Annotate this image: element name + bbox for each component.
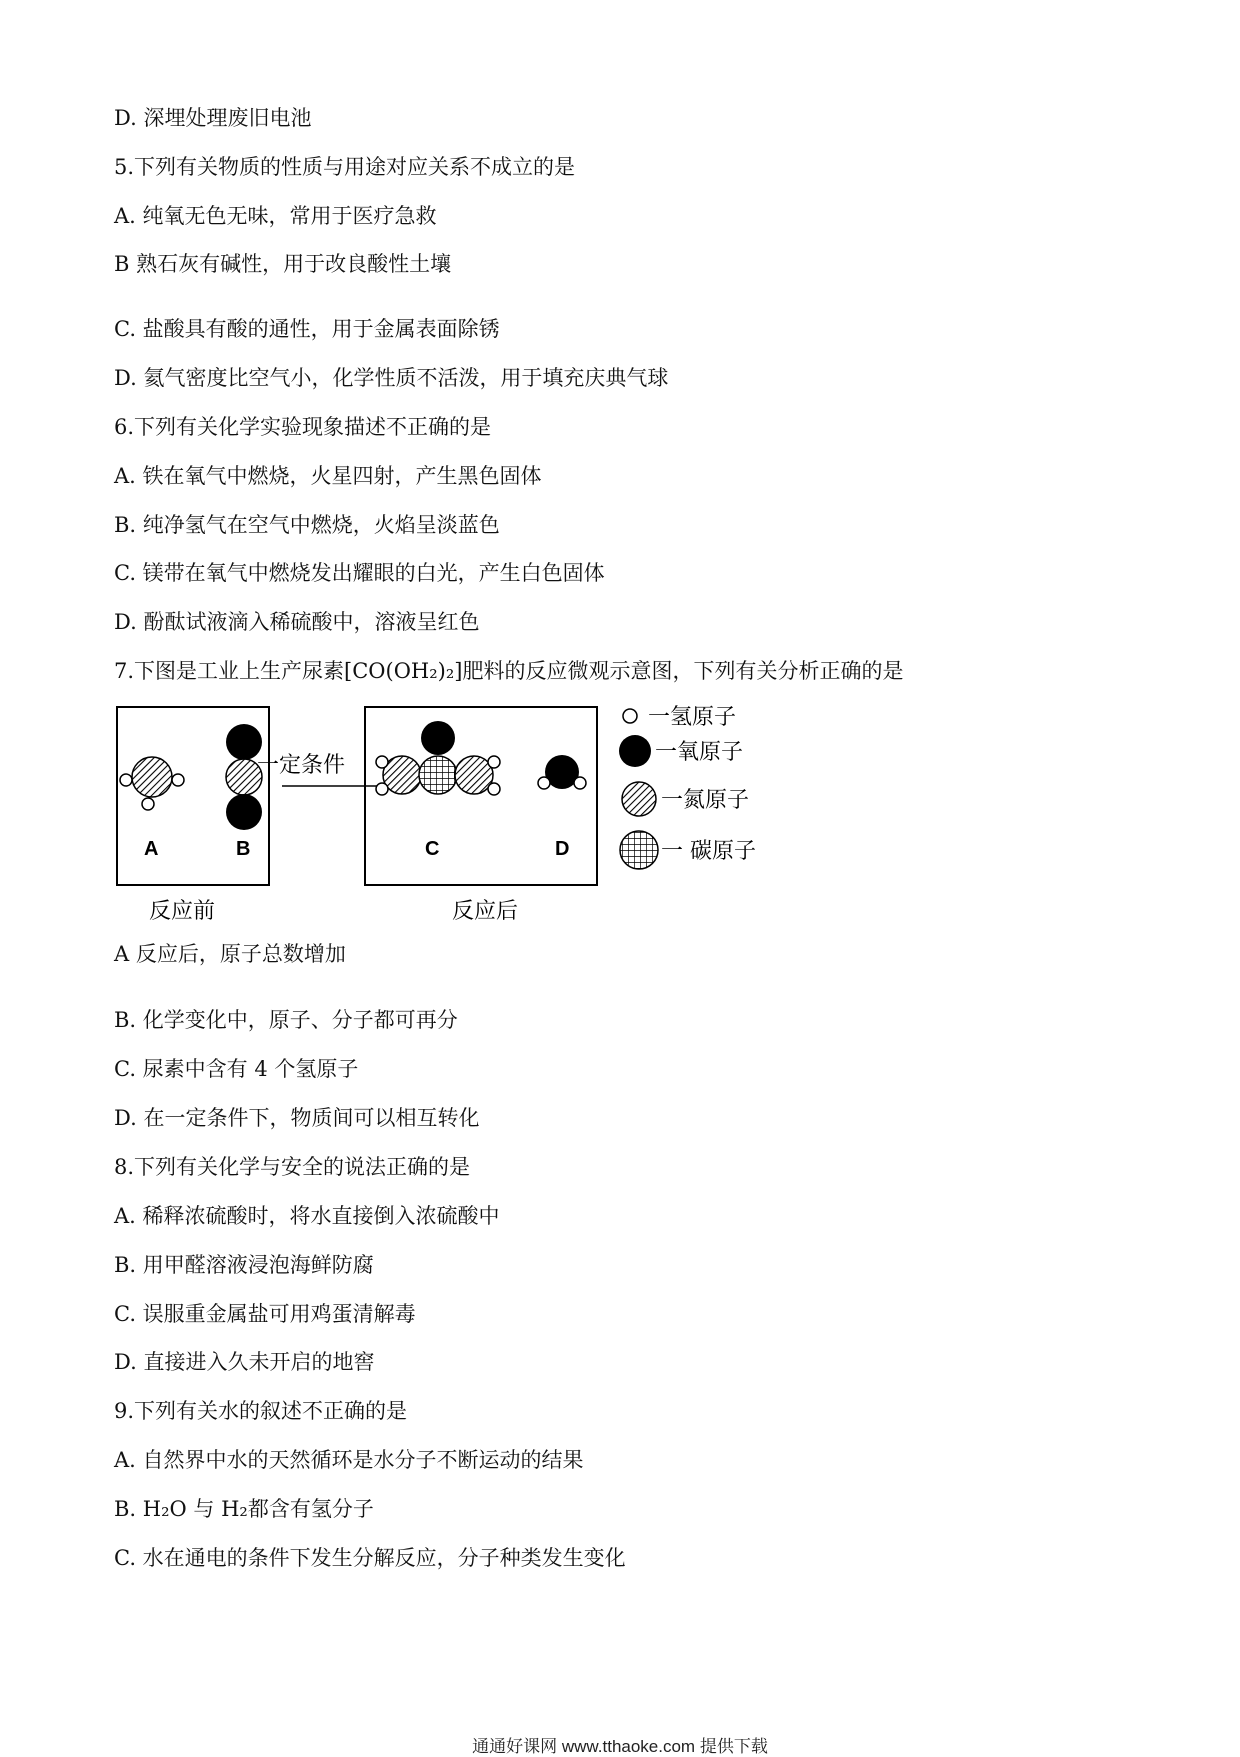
label-a: A (144, 838, 159, 860)
legend-carbon: 一 碳原子 (661, 839, 756, 864)
carbon-atom-icon (620, 831, 658, 869)
option-a-q9: A. 自然界中水的天然循环是水分子不断运动的结果 (114, 1448, 584, 1472)
question-9: 9.下列有关水的叙述不正确的是 (114, 1399, 408, 1423)
nitrogen-atom-icon (622, 782, 656, 816)
legend-nitrogen: 一氮原子 (661, 788, 750, 813)
option-d-q6: D. 酚酞试液滴入稀硫酸中，溶液呈红色 (114, 610, 480, 634)
option-b-q7: B. 化学变化中，原子、分子都可再分 (114, 1008, 458, 1032)
hydrogen-atom-icon (623, 709, 637, 723)
label-b: B (236, 838, 251, 860)
option-c-q7: C. 尿素中含有 4 个氢原子 (114, 1057, 359, 1081)
option-a-q5: A. 纯氧无色无味，常用于医疗急救 (114, 204, 437, 228)
molecule-a (120, 757, 184, 810)
option-d-q4: D. 深埋处理废旧电池 (114, 106, 312, 130)
option-c-q6: C. 镁带在氧气中燃烧发出耀眼的白光，产生白色固体 (114, 561, 605, 585)
legend-hydrogen: 一氢原子 (648, 705, 737, 730)
option-b-q9: B. H₂O 与 H₂都含有氢分子 (114, 1497, 374, 1521)
option-a-q7: A 反应后，原子总数增加 (114, 942, 346, 966)
molecule-d (538, 755, 586, 789)
molecule-c (376, 721, 500, 795)
option-b-q8: B. 用甲醛溶液浸泡海鲜防腐 (114, 1253, 374, 1277)
option-c-q8: C. 误服重金属盐可用鸡蛋清解毒 (114, 1302, 416, 1326)
question-5: 5.下列有关物质的性质与用途对应关系不成立的是 (114, 155, 576, 179)
label-d: D (555, 838, 570, 860)
legend-oxygen: 一氧原子 (655, 740, 744, 765)
after-caption: 反应后 (452, 899, 519, 924)
label-c: C (425, 838, 440, 860)
before-caption: 反应前 (149, 899, 216, 924)
footer-download-note: 通通好课网 www.tthaoke.com 提供下载 (472, 1737, 768, 1756)
question-7: 7.下图是工业上生产尿素[CO(OH₂)₂]肥料的反应微观示意图，下列有关分析正确的是 (114, 659, 904, 683)
option-b-q5: B 熟石灰有碱性，用于改良酸性土壤 (114, 252, 452, 276)
option-b-q6: B. 纯净氢气在空气中燃烧，火焰呈淡蓝色 (114, 513, 500, 537)
option-d-q8: D. 直接进入久未开启的地窖 (114, 1350, 375, 1374)
option-c-q5: C. 盐酸具有酸的通性，用于金属表面除锈 (114, 317, 500, 341)
question-6: 6.下列有关化学实验现象描述不正确的是 (114, 415, 492, 439)
option-a-q8: A. 稀释浓硫酸时，将水直接倒入浓硫酸中 (114, 1204, 500, 1228)
option-d-q7: D. 在一定条件下，物质间可以相互转化 (114, 1106, 480, 1130)
question-8: 8.下列有关化学与安全的说法正确的是 (114, 1155, 471, 1179)
option-d-q5: D. 氦气密度比空气小，化学性质不活泼，用于填充庆典气球 (114, 366, 669, 390)
reaction-diagram (112, 700, 852, 930)
arrow-label: 一定条件 (257, 753, 346, 778)
oxygen-atom-icon (619, 735, 651, 767)
legend (619, 705, 756, 869)
option-a-q6: A. 铁在氧气中燃烧，火星四射，产生黑色固体 (114, 464, 542, 488)
option-c-q9: C. 水在通电的条件下发生分解反应，分子种类发生变化 (114, 1546, 626, 1570)
